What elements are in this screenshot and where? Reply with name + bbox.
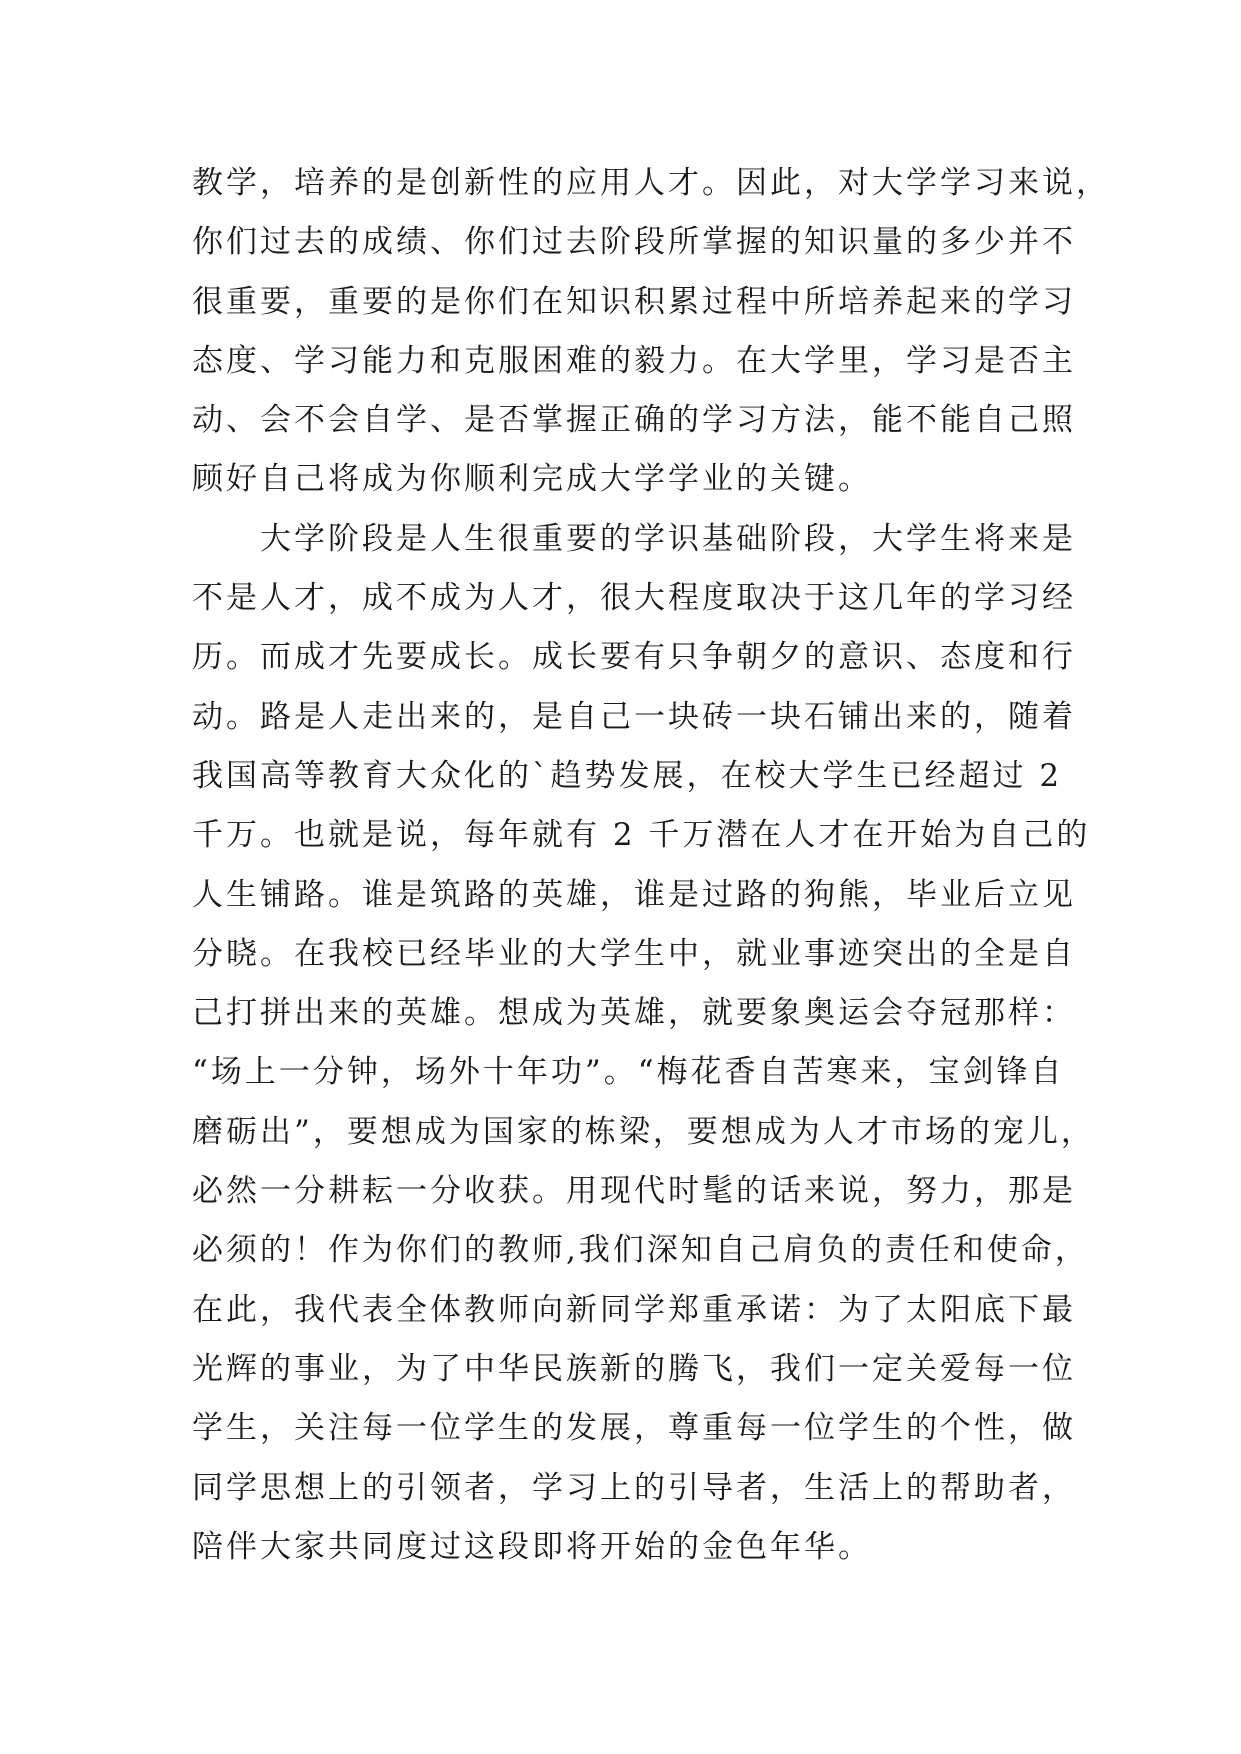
text-line: “场上一分钟，场外十年功”。“梅花香自苦寒来，宝剑锋自 <box>192 1054 1065 1091</box>
text-line: 你们过去的成绩、你们过去阶段所掌握的知识量的多少并不 <box>192 224 1076 261</box>
text-line: 陪伴大家共同度过这段即将开始的金色年华。 <box>192 1528 872 1565</box>
text-line: 必然一分耕耘一分收获。用现代时髦的话来说，努力，那是 <box>192 1173 1076 1210</box>
text-line: 历。而成才先要成长。成长要有只争朝夕的意识、态度和行 <box>192 639 1076 676</box>
text-line: 很重要，重要的是你们在知识积累过程中所培养起来的学习 <box>192 283 1076 320</box>
text-line: 光辉的事业，为了中华民族新的腾飞，我们一定关爱每一位 <box>192 1350 1076 1387</box>
text-line: 教学，培养的是创新性的应用人才。因此，对大学学习来说， <box>192 165 1110 201</box>
text-line: 在此，我代表全体教师向新同学郑重承诺：为了太阳底下最 <box>192 1291 1076 1328</box>
text-line: 千万。也就是说，每年就有 2 千万潜在人才在开始为自己的 <box>192 817 1091 854</box>
text-line: 不是人才，成不成为人才，很大程度取决于这几年的学习经 <box>192 580 1076 617</box>
body-text <box>192 154 1110 1577</box>
text-line: 动、会不会自学、是否掌握正确的学习方法，能不能自己照 <box>192 402 1076 439</box>
text-line: 分晓。在我校已经毕业的大学生中，就业事迹突出的全是自 <box>192 935 1076 972</box>
text-line: 人生铺路。谁是筑路的英雄，谁是过路的狗熊，毕业后立见 <box>192 876 1076 913</box>
text-line: 必须的！作为你们的教师,我们深知自己肩负的责任和使命， <box>192 1232 1089 1269</box>
text-line: 学生，关注每一位学生的发展，尊重每一位学生的个性，做 <box>192 1410 1076 1447</box>
text-line: 磨砺出”，要想成为国家的栋梁，要想成为人才市场的宠儿， <box>192 1113 1095 1150</box>
text-line: 动。路是人走出来的，是自己一块砖一块石铺出来的，随着 <box>192 698 1076 735</box>
text-line: 态度、学习能力和克服困难的毅力。在大学里，学习是否主 <box>192 342 1076 379</box>
text-line: 同学思想上的引领者，学习上的引导者，生活上的帮助者， <box>192 1469 1076 1506</box>
text-line: 大学阶段是人生很重要的学识基础阶段，大学生将来是 <box>192 520 1076 557</box>
text-line: 顾好自己将成为你顺利完成大学学业的关键。 <box>192 461 872 498</box>
text-line: 我国高等教育大众化的`趋势发展，在校大学生已经超过 2 <box>192 757 1063 794</box>
text-line: 己打拼出来的英雄。想成为英雄，就要象奥运会夺冠那样： <box>192 995 1076 1032</box>
